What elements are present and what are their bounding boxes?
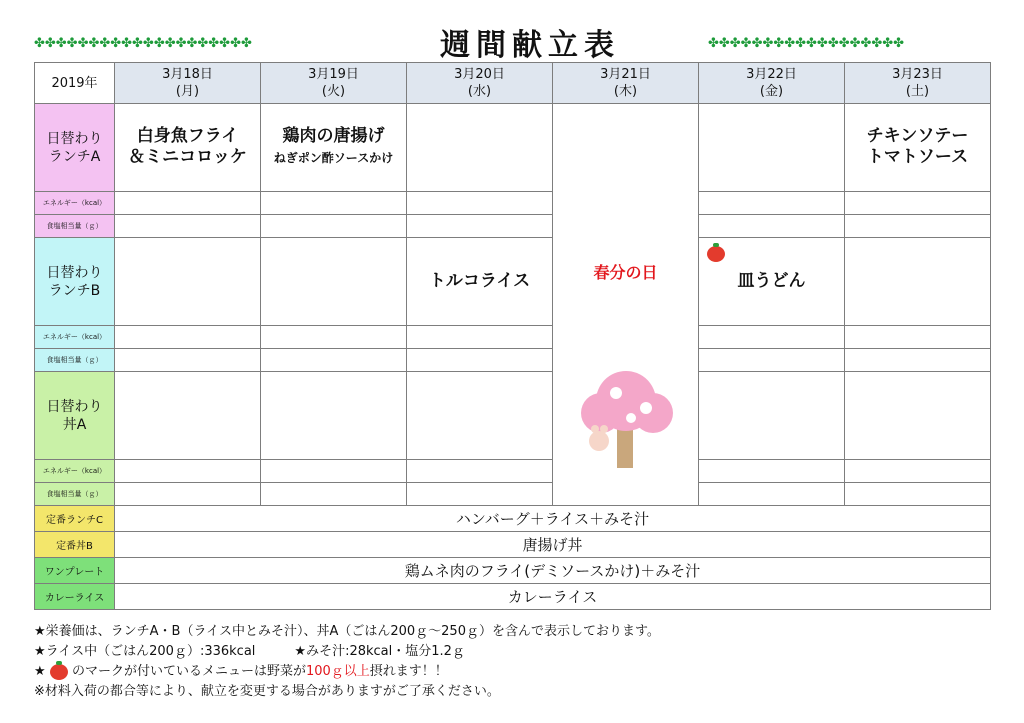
cherry-blossom-tree-icon xyxy=(571,363,681,473)
day-header-sat: 3月23日 (土) xyxy=(845,63,991,104)
year-cell: 2019年 xyxy=(35,63,115,104)
note-line-2: ★ライス中（ごはん200ｇ）:336kcal ★みそ汁:28kcal・塩分1.2ｇ xyxy=(34,644,465,659)
notes xyxy=(34,622,994,702)
salt-label: 食塩相当量（ｇ） xyxy=(35,215,115,238)
fixed-value: カレーライス xyxy=(115,584,991,610)
energy-label: エネルギー（kcal） xyxy=(35,326,115,349)
lunch-b-wed: トルコライス xyxy=(407,238,553,326)
lunch-a-energy-row xyxy=(35,192,991,215)
lunch-a-label: 日替わり ランチA xyxy=(35,104,115,192)
lunch-b-fri: 皿うどん xyxy=(699,238,845,326)
lunch-b-label: 日替わり ランチB xyxy=(35,238,115,326)
fixed-label: ワンプレート xyxy=(35,558,115,584)
salt-label: 食塩相当量（ｇ） xyxy=(35,483,115,506)
lunch-b-mon xyxy=(115,238,261,326)
don-a-row xyxy=(35,372,991,460)
day-header-fri: 3月22日 (金) xyxy=(699,63,845,104)
day-header-tue: 3月19日 (火) xyxy=(261,63,407,104)
lunch-b-energy-row xyxy=(35,326,991,349)
don-a-energy-row xyxy=(35,460,991,483)
header-row xyxy=(35,63,991,104)
fixed-label: 定番丼B xyxy=(35,532,115,558)
fixed-value: ハンバーグ＋ライス＋みそ汁 xyxy=(115,506,991,532)
fixed-label: カレーライス xyxy=(35,584,115,610)
lunch-b-salt-row xyxy=(35,349,991,372)
salt-label: 食塩相当量（ｇ） xyxy=(35,349,115,372)
energy-label: エネルギー（kcal） xyxy=(35,192,115,215)
don-a-label: 日替わり 丼A xyxy=(35,372,115,460)
lunch-a-wed xyxy=(407,104,553,192)
lunch-a-sat: チキンソテー トマトソース xyxy=(845,104,991,192)
day-header-mon: 3月18日 (月) xyxy=(115,63,261,104)
tomato-icon xyxy=(707,246,725,262)
day-header-thu: 3月21日 (木) xyxy=(553,63,699,104)
lunch-b-sat xyxy=(845,238,991,326)
lunch-a-fri xyxy=(699,104,845,192)
fixed-label: 定番ランチC xyxy=(35,506,115,532)
fixed-value: 唐揚げ丼 xyxy=(115,532,991,558)
day-header-wed: 3月20日 (水) xyxy=(407,63,553,104)
fixed-row-one-plate xyxy=(35,558,991,584)
lunch-b-row xyxy=(35,238,991,326)
tomato-icon xyxy=(50,664,68,680)
fixed-value: 鶏ムネ肉のフライ(デミソースかけ)＋みそ汁 xyxy=(115,558,991,584)
holiday-cell xyxy=(553,104,699,506)
note-line-3: ★ のマークが付いているメニューは野菜が100ｇ以上摂れます！！ xyxy=(34,664,448,679)
energy-label: エネルギー（kcal） xyxy=(35,460,115,483)
lunch-a-mon: 白身魚フライ ＆ミニコロッケ xyxy=(115,104,261,192)
page-title: 週間献立表 xyxy=(440,28,620,63)
clover-border-left-icon: ✤✤✤✤✤✤✤✤✤✤✤✤✤✤✤✤✤✤✤✤ xyxy=(34,36,252,51)
note-line-4: ※材料入荷の都合等により、献立を変更する場合がありますがご了承ください。 xyxy=(34,684,500,699)
clover-border-right-icon: ✤✤✤✤✤✤✤✤✤✤✤✤✤✤✤✤✤✤ xyxy=(708,36,905,51)
fixed-row-lunch-c xyxy=(35,506,991,532)
fixed-row-don-b xyxy=(35,532,991,558)
lunch-a-salt-row xyxy=(35,215,991,238)
lunch-b-tue xyxy=(261,238,407,326)
don-a-salt-row xyxy=(35,483,991,506)
holiday-label: 春分の日 xyxy=(593,263,658,282)
lunch-a-tue: 鶏肉の唐揚げ ねぎポン酢ソースかけ xyxy=(261,104,407,192)
weekly-menu-table xyxy=(34,62,991,610)
fixed-row-curry xyxy=(35,584,991,610)
note-line-1: ★栄養価は、ランチA・B（ライス中とみそ汁）、丼A（ごはん200ｇ～250ｇ）を含んで表示しております。 xyxy=(34,624,660,639)
lunch-a-row xyxy=(35,104,991,192)
